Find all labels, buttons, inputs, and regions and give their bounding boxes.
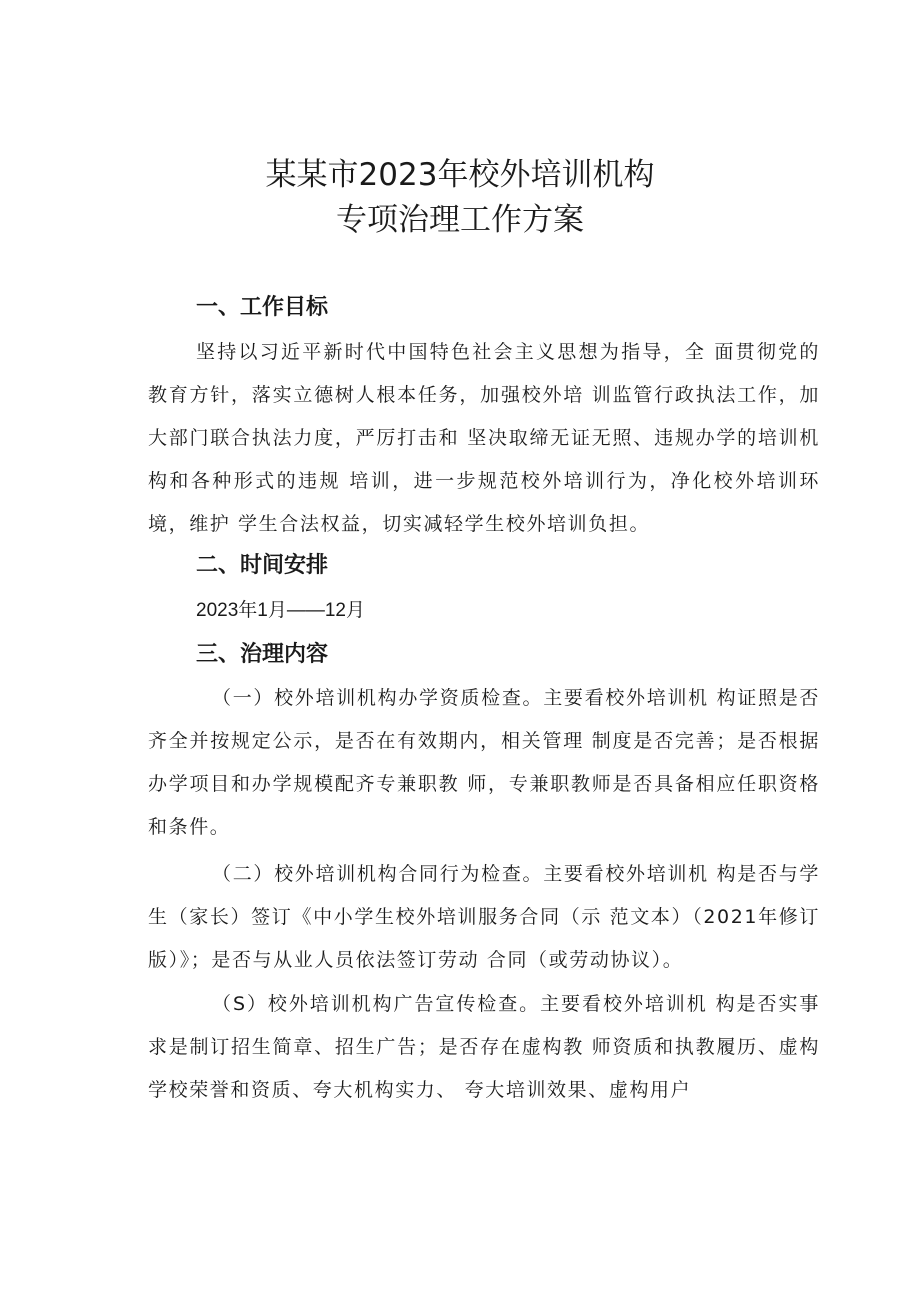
content-item-3: （S）校外培训机构广告宣传检查。主要看校外培训机 构是否实事求是制订招生简章、招生广告；是否存在虚构教 师资质和执教履历、虚构学校荣誉和资质、夸大机构实力、 夸大培训效果、虚构用户 <box>148 993 820 1101</box>
section-heading-goal: 一、工作目标 <box>196 295 329 320</box>
document-title-line2: 专项治理工作方案 <box>336 202 584 238</box>
content-item-1: （一）校外培训机构办学资质检查。主要看校外培训机 构证照是否齐全并按规定公示，是否在有效期内，相关管理 制度是否完善；是否根据办学项目和办学规模配齐专兼职教 师，专兼职教师是否具备相应任职资格和条件。 <box>148 687 820 838</box>
section-heading-time: 二、时间安排 <box>196 553 329 578</box>
content-item-2: （二）校外培训机构合同行为检查。主要看校外培训机 构是否与学生（家长）签订《中小学生校外培训服务合同（示 范文本）（2021年修订版）》；是否与从业人员依法签订劳动 合同（或劳动协议）。 <box>148 863 820 971</box>
section-heading-content: 三、治理内容 <box>196 642 329 667</box>
section-text-goal: 坚持以习近平新时代中国特色社会主义思想为指导，全 面贯彻党的教育方针，落实立德树人根本任务，加强校外培 训监管行政执法工作，加大部门联合执法力度，严厉打击和 坚决取缔无证无照、违规办学的培训机构和各种形式的违规 培训，进一步规范校外培训行为，净化校外培训环境，维护 学生合法权益，切实减轻学生校外培训负担。 <box>148 341 820 535</box>
document-title-line1: 某某市2023年校外培训机构 <box>265 157 655 193</box>
section-text-time: 2023年1月——12月 <box>196 600 365 621</box>
